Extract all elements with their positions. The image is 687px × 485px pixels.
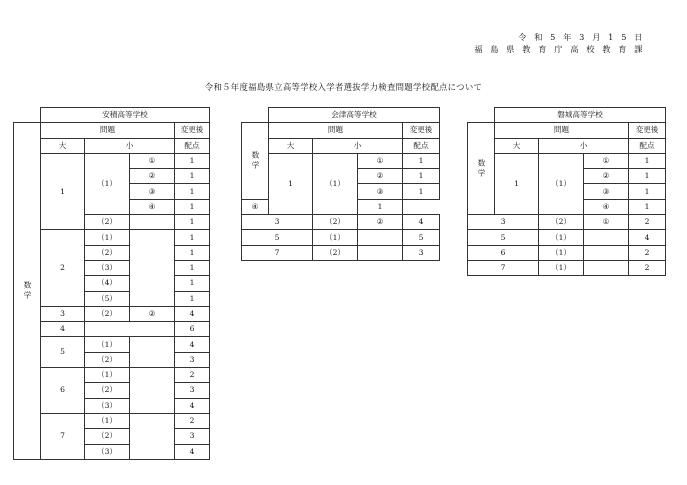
changed-header: 変更後 bbox=[403, 123, 440, 138]
major-cell: 7 bbox=[242, 245, 313, 260]
school-table-asaka bbox=[13, 107, 210, 460]
minor-cell: （2） bbox=[85, 245, 130, 260]
points-cell: 4 bbox=[403, 215, 440, 230]
minor-cell: （1） bbox=[85, 337, 130, 352]
minor-cell: （2） bbox=[313, 245, 358, 260]
minor-cell: （2） bbox=[85, 215, 130, 230]
points-cell: 4 bbox=[175, 398, 210, 413]
points-cell: 1 bbox=[629, 153, 666, 168]
school-table-iwaki bbox=[467, 107, 666, 276]
minor-cell: （1） bbox=[313, 153, 358, 214]
major-cell: 3 bbox=[41, 306, 85, 321]
minor-cell: （1） bbox=[539, 153, 584, 214]
minor-cell: （2） bbox=[85, 352, 130, 367]
minor-cell: （2） bbox=[539, 215, 584, 230]
major-cell: 3 bbox=[242, 215, 313, 230]
sub-cell: ③ bbox=[358, 184, 403, 199]
points-header: 配点 bbox=[175, 138, 210, 153]
points-cell: 1 bbox=[175, 291, 210, 306]
minor-cell: （2） bbox=[85, 429, 130, 444]
sub-cell: ② bbox=[130, 306, 175, 321]
points-cell: 3 bbox=[175, 383, 210, 398]
department-line: 福 島 県 教 育 庁 高 校 教 育 課 bbox=[474, 44, 645, 54]
points-cell: 5 bbox=[403, 230, 440, 245]
minor-cell: （4） bbox=[85, 276, 130, 291]
minor-cell: （3） bbox=[85, 444, 130, 459]
points-cell: 1 bbox=[175, 184, 210, 199]
sub-cell bbox=[584, 245, 629, 260]
points-cell: 1 bbox=[175, 245, 210, 260]
subject-label: 数学 bbox=[468, 123, 495, 215]
minor-cell: （1） bbox=[539, 245, 584, 260]
sub-cell bbox=[358, 245, 403, 260]
points-cell: 3 bbox=[175, 352, 210, 367]
major-cell: 1 bbox=[269, 153, 313, 214]
major-cell: 4 bbox=[41, 322, 85, 337]
points-cell: 1 bbox=[175, 276, 210, 291]
sub-cell: ① bbox=[584, 153, 629, 168]
points-cell: 1 bbox=[403, 153, 440, 168]
major-cell: 5 bbox=[41, 337, 85, 368]
sub-cell bbox=[130, 230, 175, 306]
sub-cell: ② bbox=[358, 215, 403, 230]
minor-header: 小 bbox=[313, 138, 403, 153]
subject-label: 数学 bbox=[242, 123, 269, 199]
sub-cell bbox=[130, 368, 175, 414]
points-cell: 1 bbox=[175, 215, 210, 230]
minor-cell: （1） bbox=[85, 153, 130, 214]
points-cell: 1 bbox=[175, 199, 210, 214]
sub-cell bbox=[130, 215, 175, 230]
minor-cell: （3） bbox=[85, 260, 130, 275]
points-cell: 3 bbox=[175, 429, 210, 444]
sub-cell: ② bbox=[584, 169, 629, 184]
major-header: 大 bbox=[495, 138, 539, 153]
sub-cell: ① bbox=[584, 215, 629, 230]
minor-cell: （2） bbox=[313, 215, 358, 230]
sub-cell bbox=[584, 260, 629, 275]
major-header: 大 bbox=[41, 138, 85, 153]
sub-cell bbox=[358, 230, 403, 245]
points-cell: 1 bbox=[403, 169, 440, 184]
major-cell: 7 bbox=[468, 260, 539, 275]
sub-cell bbox=[130, 337, 175, 368]
date-line: 令 和 5 年 3 月 1 5 日 bbox=[518, 32, 645, 42]
document-title: 令和５年度福島県立高等学校入学者選抜学力検査問題学校配点について bbox=[204, 82, 483, 92]
school-table-aizu bbox=[241, 107, 440, 261]
minor-cell: （5） bbox=[85, 291, 130, 306]
points-cell: 1 bbox=[358, 199, 403, 214]
points-cell: 2 bbox=[629, 215, 666, 230]
minor-cell: （1） bbox=[539, 230, 584, 245]
sub-cell: ③ bbox=[130, 184, 175, 199]
points-cell: 1 bbox=[629, 184, 666, 199]
points-cell: 1 bbox=[175, 169, 210, 184]
sub-cell bbox=[584, 230, 629, 245]
major-cell: 1 bbox=[41, 153, 85, 229]
points-cell: 1 bbox=[403, 184, 440, 199]
minor-cell bbox=[85, 322, 175, 337]
major-cell: 3 bbox=[468, 215, 539, 230]
points-cell: 1 bbox=[175, 260, 210, 275]
school-name: 安積高等学校 bbox=[41, 108, 210, 123]
minor-header: 小 bbox=[85, 138, 175, 153]
points-cell: 4 bbox=[175, 337, 210, 352]
sub-cell: ④ bbox=[242, 199, 269, 214]
changed-header: 変更後 bbox=[629, 123, 666, 138]
major-cell: 7 bbox=[41, 413, 85, 459]
major-cell: 1 bbox=[495, 153, 539, 214]
sub-cell: ① bbox=[358, 153, 403, 168]
minor-cell: （1） bbox=[85, 230, 130, 245]
sub-cell: ② bbox=[358, 169, 403, 184]
points-cell: 2 bbox=[175, 368, 210, 383]
points-cell: 1 bbox=[629, 169, 666, 184]
major-cell: 6 bbox=[468, 245, 539, 260]
sub-cell: ① bbox=[130, 153, 175, 168]
sub-cell: ④ bbox=[584, 199, 629, 214]
sub-cell: ④ bbox=[130, 199, 175, 214]
points-cell: 2 bbox=[629, 260, 666, 275]
school-name: 磐城高等学校 bbox=[495, 108, 666, 123]
minor-cell: （1） bbox=[539, 260, 584, 275]
major-cell: 5 bbox=[242, 230, 313, 245]
minor-cell: （1） bbox=[85, 413, 130, 428]
points-cell: 2 bbox=[629, 245, 666, 260]
sub-cell bbox=[130, 413, 175, 459]
minor-cell: （2） bbox=[85, 306, 130, 321]
subject-label: 数学 bbox=[14, 123, 41, 460]
points-cell: 4 bbox=[629, 230, 666, 245]
question-header: 問題 bbox=[495, 123, 629, 138]
points-cell: 1 bbox=[629, 199, 666, 214]
minor-header: 小 bbox=[539, 138, 629, 153]
points-header: 配点 bbox=[629, 138, 666, 153]
points-cell: 4 bbox=[175, 444, 210, 459]
points-cell: 1 bbox=[175, 153, 210, 168]
points-cell: 6 bbox=[175, 322, 210, 337]
points-cell: 2 bbox=[175, 413, 210, 428]
major-cell: 6 bbox=[41, 368, 85, 414]
major-cell: 2 bbox=[41, 230, 85, 306]
minor-cell: （1） bbox=[313, 230, 358, 245]
school-name: 会津高等学校 bbox=[269, 108, 440, 123]
question-header: 問題 bbox=[41, 123, 175, 138]
points-cell: 1 bbox=[175, 230, 210, 245]
points-cell: 4 bbox=[175, 306, 210, 321]
minor-cell: （3） bbox=[85, 398, 130, 413]
changed-header: 変更後 bbox=[175, 123, 210, 138]
sub-cell: ③ bbox=[584, 184, 629, 199]
minor-cell: （1） bbox=[85, 368, 130, 383]
sub-cell: ② bbox=[130, 169, 175, 184]
points-header: 配点 bbox=[403, 138, 440, 153]
question-header: 問題 bbox=[269, 123, 403, 138]
points-cell: 3 bbox=[403, 245, 440, 260]
minor-cell: （2） bbox=[85, 383, 130, 398]
major-cell: 5 bbox=[468, 230, 539, 245]
major-header: 大 bbox=[269, 138, 313, 153]
